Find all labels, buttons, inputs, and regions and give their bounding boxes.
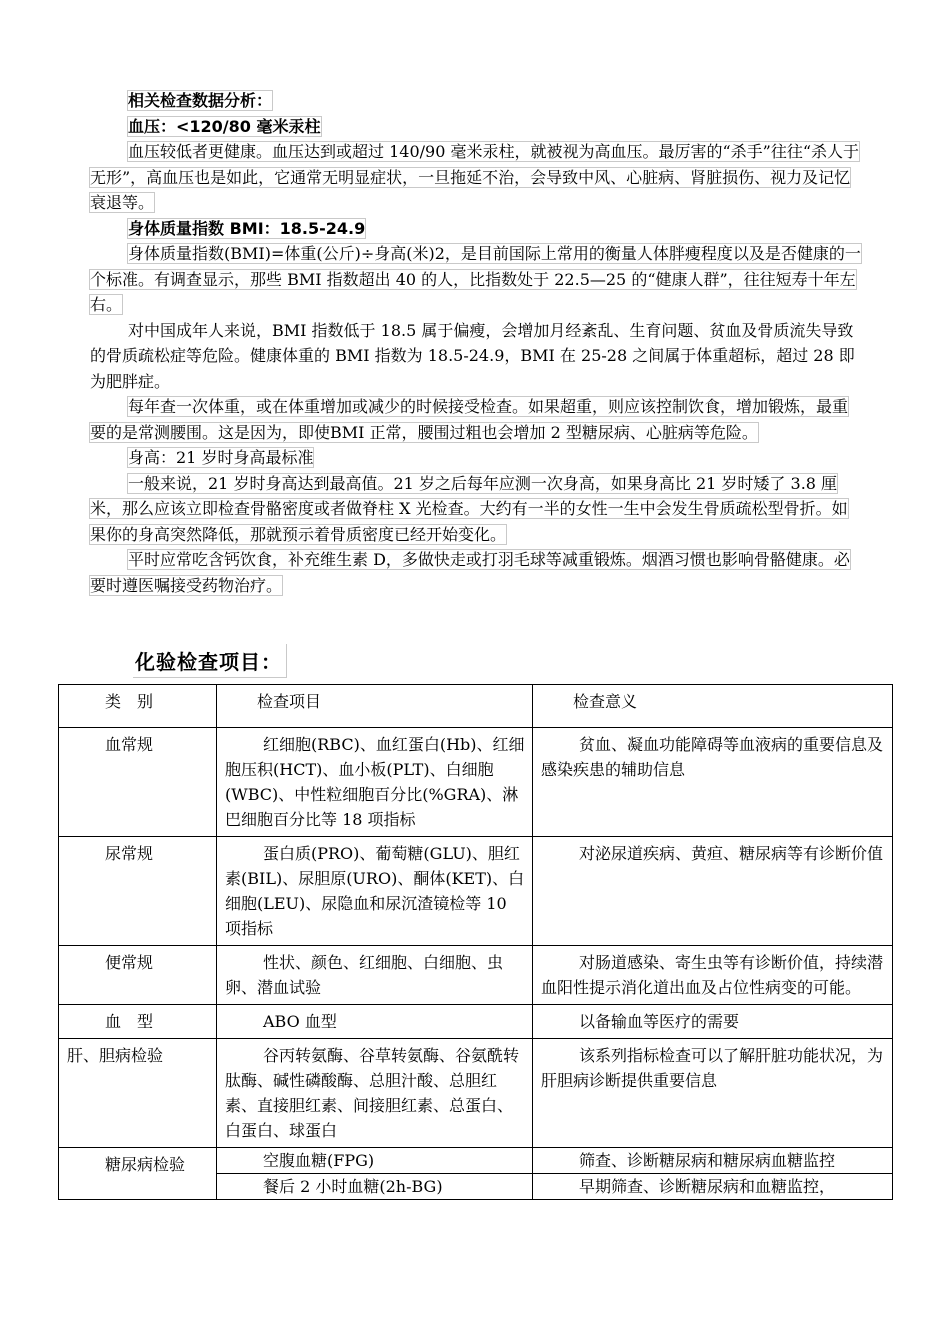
lab-table [58, 684, 893, 1200]
table-row [59, 1039, 893, 1148]
category-cell: 肝、胆病检验 [59, 1039, 217, 1148]
items-cell: 蛋白质(PRO)、葡萄糖(GLU)、胆红素(BIL)、尿胆原(URO)、酮体(KET)、白细胞(LEU)、尿隐血和尿沉渣镜检等 10 项指标 [217, 837, 533, 946]
significance-cell: 对泌尿道疾病、黄疸、糖尿病等有诊断价值 [533, 837, 893, 946]
category-cell: 便常规 [59, 946, 217, 1005]
analysis-heading: 相关检查数据分析： [128, 91, 273, 110]
items-cell: 谷丙转氨酶、谷草转氨酶、谷氨酰转肽酶、碱性磷酸酶、总胆汁酸、总胆红素、直接胆红素、间接胆红素、总蛋白、白蛋白、球蛋白 [217, 1039, 533, 1148]
bp-title: 血压：<120/80 毫米汞柱 [128, 116, 321, 136]
lab-section-title: 化验检查项目： [133, 644, 287, 678]
bmi-title: 身体质量指数 BMI：18.5-24.9 [128, 218, 366, 238]
items-cell: 餐后 2 小时血糖(2h-BG) [217, 1174, 533, 1200]
items-cell: 红细胞(RBC)、血红蛋白(Hb)、红细胞压积(HCT)、血小板(PLT)、白细胞(WBC)、中性粒细胞百分比(%GRA)、淋巴细胞百分比等 18 项指标 [217, 728, 533, 837]
height-text-2: 平时应常吃含钙饮食，补充维生素 D，多做快走或打羽毛球等减重锻炼。烟酒习惯也影响骨骼健康。必要时遵医嘱接受药物治疗。 [90, 550, 850, 595]
significance-cell: 筛查、诊断糖尿病和糖尿病血糖监控 [533, 1148, 893, 1174]
height-title: 身高：21 岁时身高最标准 [128, 448, 314, 467]
significance-cell: 该系列指标检查可以了解肝脏功能状况，为肝胆病诊断提供重要信息 [533, 1039, 893, 1148]
table-row [59, 1148, 893, 1174]
category-cell: 血常规 [59, 728, 217, 837]
table-row [59, 728, 893, 837]
bmi-text-1: 身体质量指数(BMI)=体重(公斤)÷身高(米)2，是目前国际上常用的衡量人体胖瘦程度以及是否健康的一个标准。有调查显示，那些 BMI 指数超出 40 的人，比指数处于 22.5—25 的“健康人群”，往往短寿十年左右。 [90, 244, 861, 314]
items-cell: ABO 血型 [217, 1005, 533, 1039]
items-cell: 性状、颜色、红细胞、白细胞、虫卵、潜血试验 [217, 946, 533, 1005]
significance-cell: 贫血、凝血功能障碍等血液病的重要信息及感染疾患的辅助信息 [533, 728, 893, 837]
significance-cell: 对肠道感染、寄生虫等有诊断价值，持续潜血阳性提示消化道出血及占位性病变的可能。 [533, 946, 893, 1005]
bmi-text-2: 对中国成年人来说，BMI 指数低于 18.5 属于偏瘦，会增加月经紊乱、生育问题、贫血及骨质流失导致的骨质疏松症等危险。健康体重的 BMI 指数为 18.5-24.9，BMI 在 25-28 之间属于体重超标，超过 28 即为肥胖症。 [90, 320, 855, 391]
height-text-1: 一般来说，21 岁时身高达到最高值。21 岁之后每年应测一次身高，如果身高比 21 岁时矮了 3.8 厘米，那么应该立即检查骨骼密度或者做脊柱 X 光检查。大约有一半的女性一生中会发生骨质疏松型骨折。如果你的身高突然降低，那就预示着骨质密度已经开始变化。 [90, 473, 848, 544]
items-cell: 空腹血糖(FPG) [217, 1148, 533, 1174]
category-cell: 糖尿病检验 [59, 1148, 217, 1200]
table-row [59, 837, 893, 946]
bp-text: 血压较低者更健康。血压达到或超过 140/90 毫米汞柱，就被视为高血压。最厉害的“杀手”往往“杀人于无形”，高血压也是如此，它通常无明显症状，一旦拖延不治，会导致中风、心脏病、肾脏损伤、视力及记忆衰退等。 [90, 142, 860, 212]
significance-cell: 早期筛查、诊断糖尿病和血糖监控， [533, 1174, 893, 1200]
category-cell: 血 型 [59, 1005, 217, 1039]
bmi-text-3: 每年查一次体重，或在体重增加或减少的时候接受检查。如果超重，则应该控制饮食，增加锻炼，最重要的是常测腰围。这是因为，即使BMI 正常，腰围过粗也会增加 2 型糖尿病、心脏病等危险。 [90, 397, 849, 442]
significance-cell: 以备输血等医疗的需要 [533, 1005, 893, 1039]
table-header-row [59, 685, 893, 728]
header-category: 类 别 [59, 685, 217, 728]
analysis-section [90, 88, 862, 598]
table-row [59, 1005, 893, 1039]
header-items: 检查项目 [217, 685, 533, 728]
category-cell: 尿常规 [59, 837, 217, 946]
header-significance: 检查意义 [533, 685, 893, 728]
table-row [59, 946, 893, 1005]
